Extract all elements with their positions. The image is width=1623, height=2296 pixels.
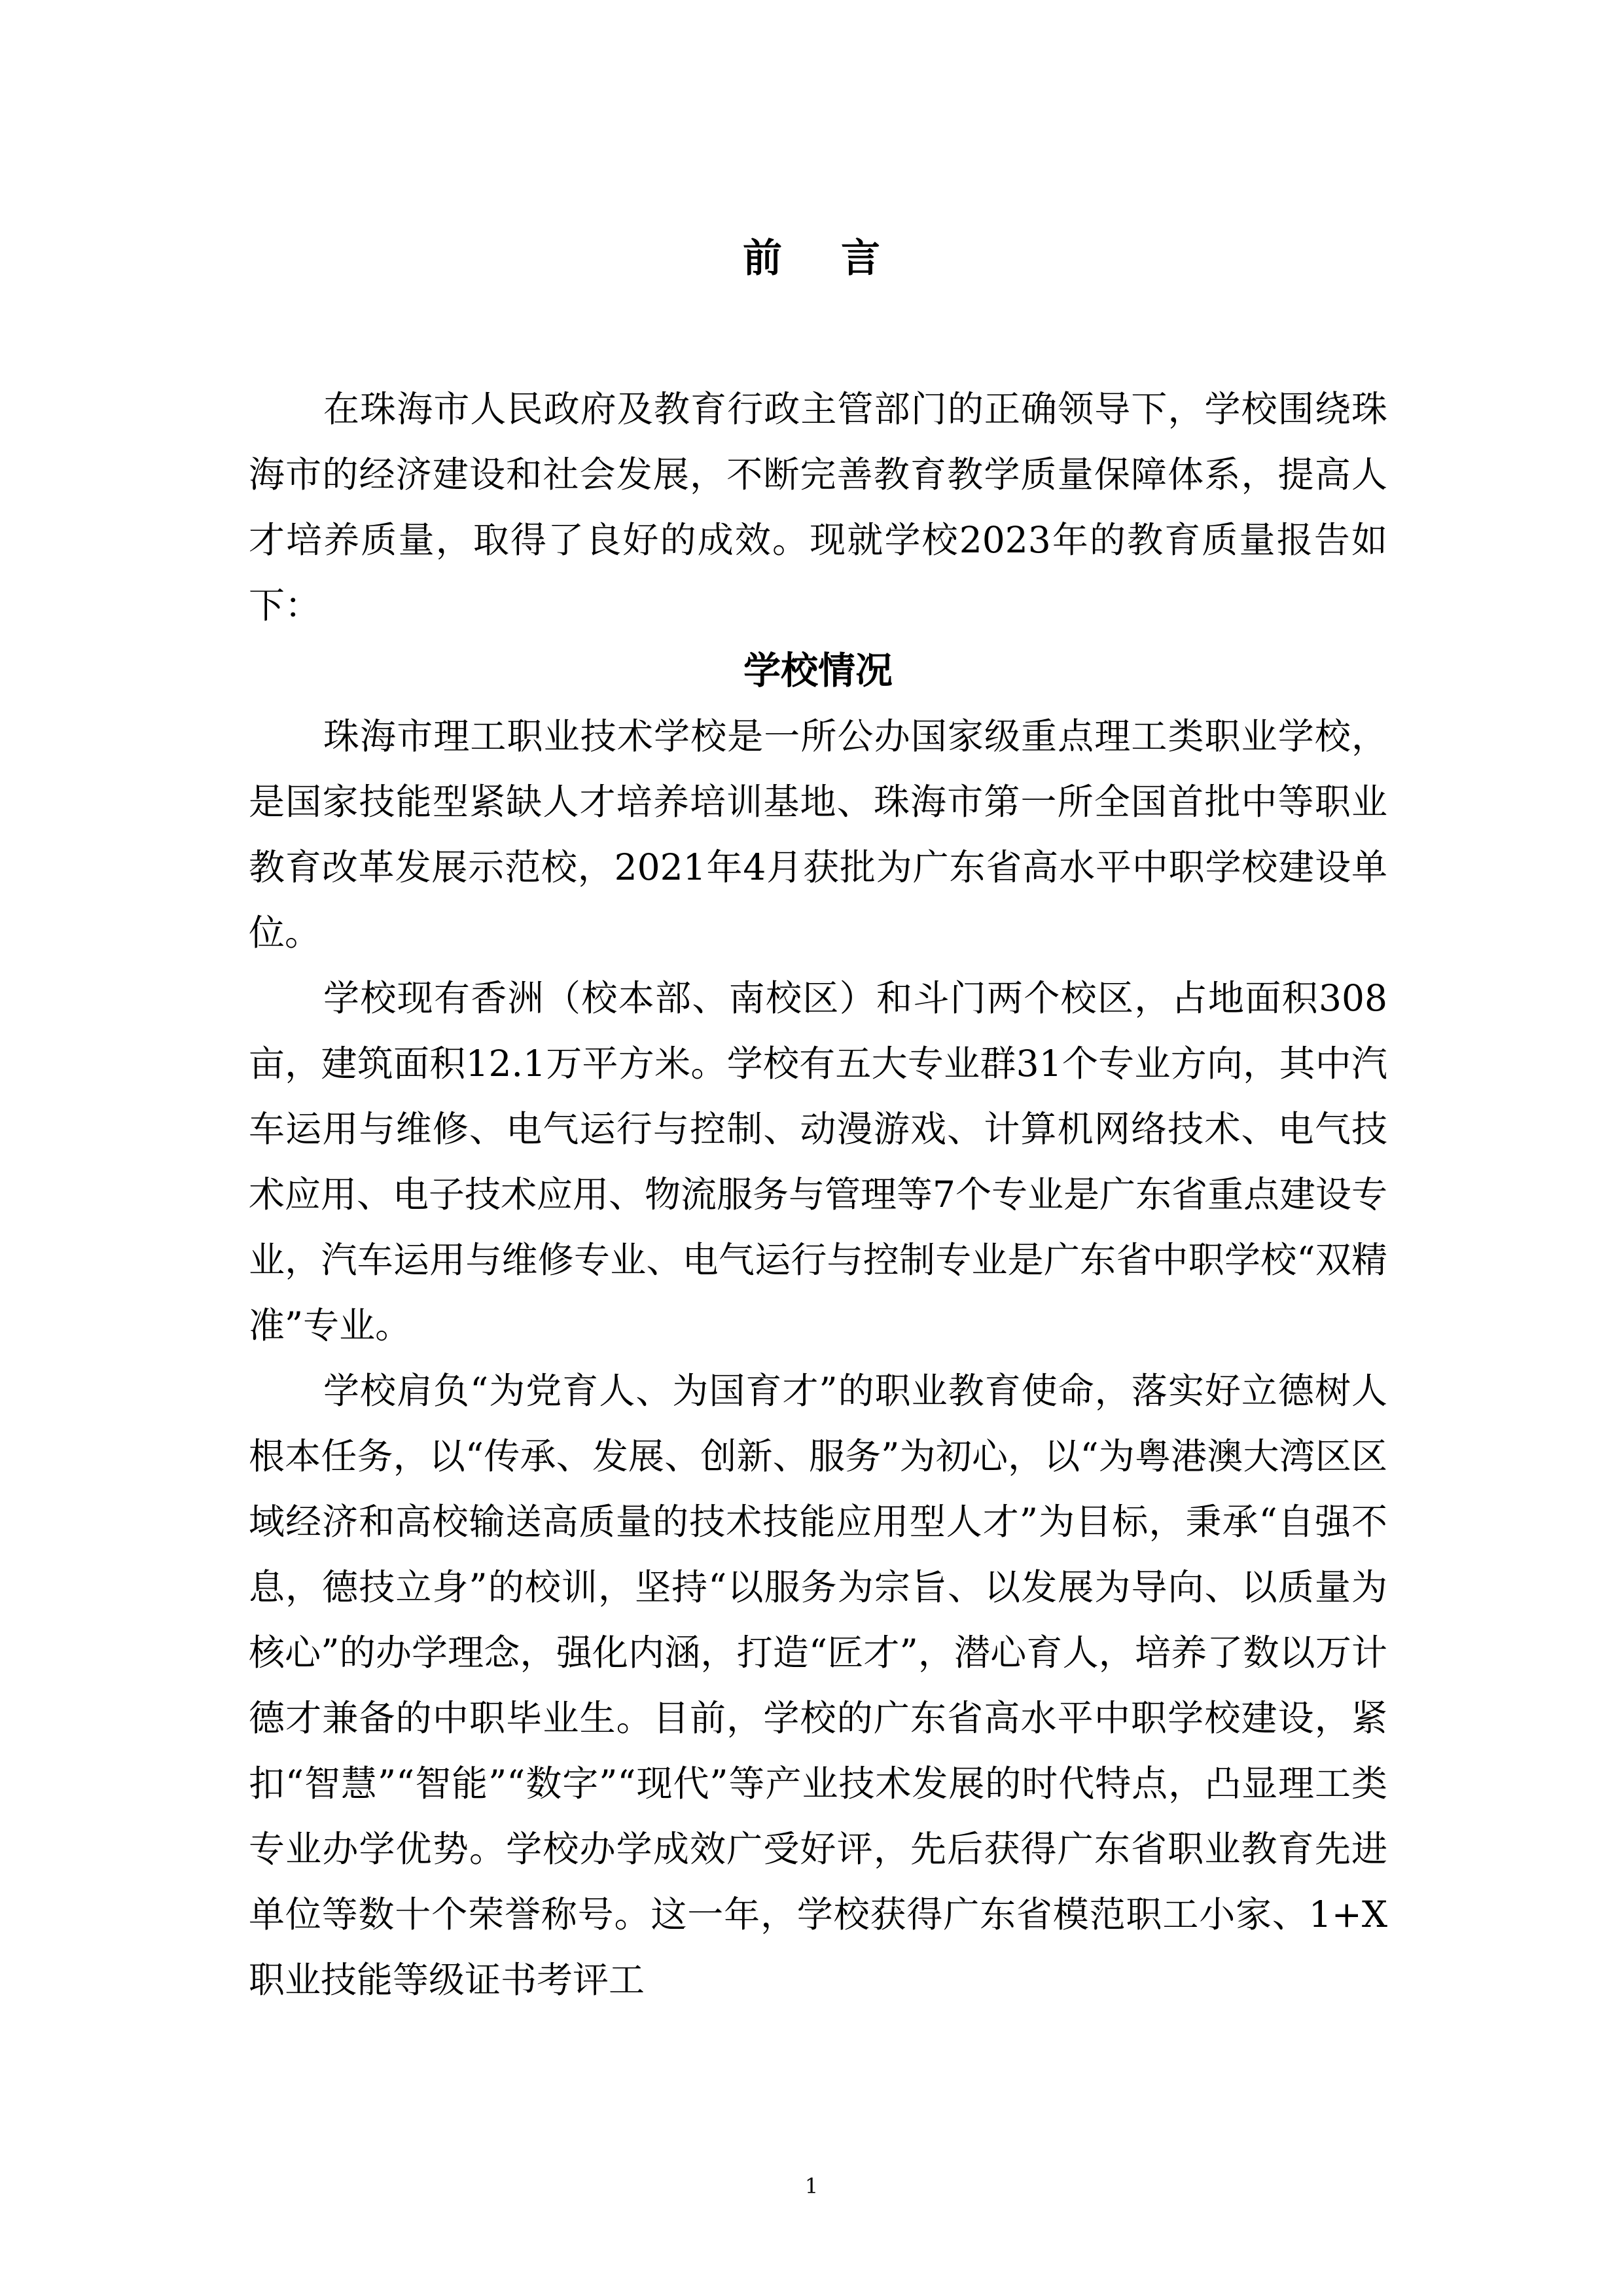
body-paragraph: 珠海市理工职业技术学校是一所公办国家级重点理工类职业学校，是国家技能型紧缺人才培养培训基地、珠海市第一所全国首批中等职业教育改革发展示范校，2021年4月获批为广东省高水平中职学校建设单位。 [249,715,1387,954]
document-body [249,376,1387,2013]
page-number: 1 [804,2174,819,2198]
body-paragraph: 学校肩负“为党育人、为国育才”的职业教育使命，落实好立德树人根本任务，以“传承、发展、创新、服务”为初心，以“为粤港澳大湾区区域经济和高校输送高质量的技术技能应用型人才”为目标，秉承“自强不息，德技立身”的校训，坚持“以服务为宗旨、以发展为导向、以质量为核心”的办学理念，强化内涵，打造“匠才”，潜心育人，培养了数以万计德才兼备的中职毕业生。目前，学校的广东省高水平中职学校建设，紧扣“智慧”“智能”“数字”“现代”等产业技术发展的时代特点，凸显理工类专业办学优势。学校办学成效广受好评，先后获得广东省职业教育先进单位等数十个荣誉称号。这一年，学校获得广东省模范职工小家、1+X职业技能等级证书考评工 [249,1370,1387,2001]
page-title: 前言 [743,236,939,281]
body-paragraph: 学校现有香洲（校本部、南校区）和斗门两个校区，占地面积308亩，建筑面积12.1万平方米。学校有五大专业群31个专业方向，其中汽车运用与维修、电气运行与控制、动漫游戏、计算机网络技术、电气技术应用、电子技术应用、物流服务与管理等7个专业是广东省重点建设专业，汽车运用与维修专业、电气运行与控制专业是广东省中职学校“双精准”专业。 [249,977,1387,1346]
intro-paragraph: 在珠海市人民政府及教育行政主管部门的正确领导下，学校围绕珠海市的经济建设和社会发展，不断完善教育教学质量保障体系，提高人才培养质量，取得了良好的成效。现就学校2023年的教育质量报告如下： [249,388,1387,626]
section-heading: 学校情况 [743,649,893,692]
